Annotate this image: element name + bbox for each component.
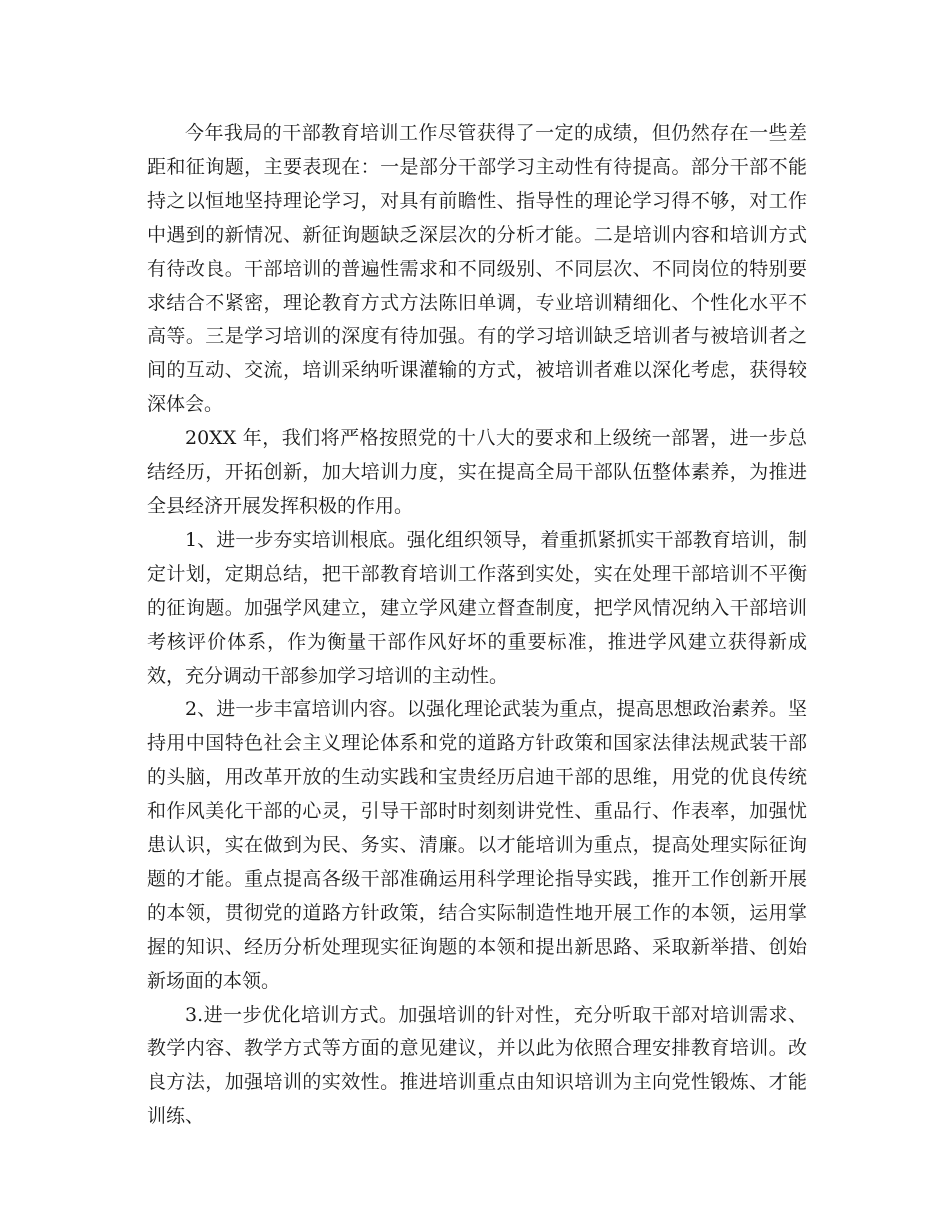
paragraph-plan-intro: 20XX 年，我们将严格按照党的十八大的要求和上级统一部署，进一步总结经历，开拓创新，加大培训力度，实在提高全局干部队伍整体素养，为推进全县经济开展发挥积极的作用。: [147, 427, 807, 517]
paragraph-item-1: 1、进一步夯实培训根底。强化组织领导，着重抓紧抓实干部教育培训，制定计划，定期总结，把干部教育培训工作落到实处，实在处理干部培训不平衡的征询题。加强学风建立，建立学风建立督查制度，把学风情况纳入干部培训考核评价体系，作为衡量干部作风好坏的重要标准，推进学风建立获得新成效，充分调动干部参加学习培训的主动性。: [147, 528, 807, 687]
paragraph-item-3: 3.进一步优化培训方式。加强培训的针对性，充分听取干部对培训需求、教学内容、教学方式等方面的意见建议，并以此为依照合理安排教育培训。改良方法，加强培训的实效性。推进培训重点由知识培训为主向党性锻炼、才能训练、: [147, 1003, 807, 1128]
paragraph-problems: 今年我局的干部教育培训工作尽管获得了一定的成绩，但仍然存在一些差距和征询题，主要表现在：一是部分干部学习主动性有待提高。部分干部不能持之以恒地坚持理论学习，对具有前瞻性、指导性的理论学习得不够，对工作中遇到的新情况、新征询题缺乏深层次的分析才能。二是培训内容和培训方式有待改良。干部培训的普遍性需求和不同级别、不同层次、不同岗位的特别要求结合不紧密，理论教育方式方法陈旧单调，专业培训精细化、个性化水平不高等。三是学习培训的深度有待加强。有的学习培训缺乏培训者与被培训者之间的互动、交流，培训采纳听课灌输的方式，被培训者难以深化考虑，获得较深体会。: [147, 122, 807, 416]
paragraph-item-2: 2、进一步丰富培训内容。以强化理论武装为重点，提高思想政治素养。坚持用中国特色社会主义理论体系和党的道路方针政策和国家法律法规武装干部的头脑，用改革开放的生动实践和宝贵经历启迪干部的思维，用党的优良传统和作风美化干部的心灵，引导干部时时刻刻讲党性、重品行、作表率，加强忧患认识，实在做到为民、务实、清廉。以才能培训为重点，提高处理实际征询题的才能。重点提高各级干部准确运用科学理论指导实践，推开工作创新开展的本领，贯彻党的道路方针政策，结合实际制造性地开展工作的本领，运用掌握的知识、经历分析处理现实征询题的本领和提出新思路、采取新举措、创始新场面的本领。: [147, 698, 807, 992]
document-body: [147, 117, 807, 1134]
